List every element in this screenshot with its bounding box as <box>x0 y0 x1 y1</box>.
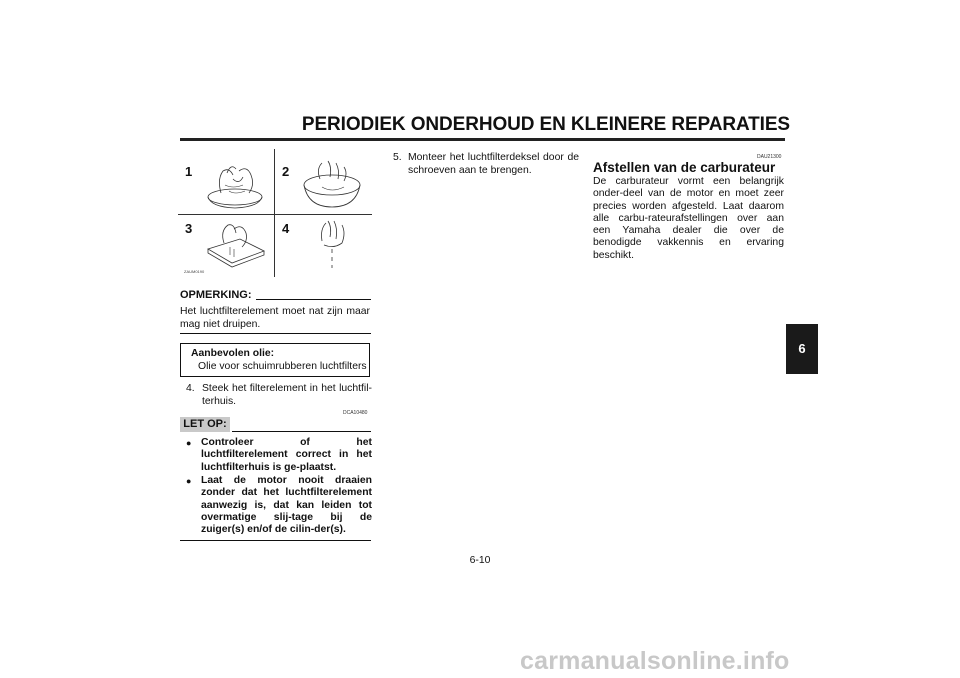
hands-wash-basin-illustration <box>203 159 271 211</box>
caution-item-text: Laat de motor nooit draaien zonder dat het luchtfilterelement aanwezig is, dat kan leiden tot overmatige slij-tage bij de zuiger(s) en/of de cilin-der(s). <box>201 475 372 536</box>
step-4-text: Steek het filterelement in het luchtfil-terhuis. <box>202 383 372 407</box>
bullet-icon: ● <box>186 476 192 486</box>
figure-label-4: 4 <box>282 221 290 236</box>
recommended-oil-value: Olie voor schuimrubberen luchtfilters <box>198 361 367 372</box>
recommended-oil-title: Aanbevolen olie: <box>191 348 275 359</box>
note-label: OPMERKING: <box>180 289 252 301</box>
hands-basin-illustration <box>300 157 366 211</box>
section-title: Afstellen van de carburateur <box>593 160 776 175</box>
step-4-number: 4. <box>186 383 195 394</box>
note-bottom-rule <box>180 333 371 334</box>
page-header-title: PERIODIEK ONDERHOUD EN KLEINERE REPARATIES <box>301 114 790 135</box>
figure-divider-horizontal <box>178 214 372 215</box>
note-text: Het luchtfilterelement moet nat zijn maar mag niet druipen. <box>180 306 370 330</box>
caution-item-text: Controleer of het luchtfilterelement correct in het luchtfilterhuis is ge-plaatst. <box>201 437 372 473</box>
figure-label-1: 1 <box>185 164 193 179</box>
caution-item <box>186 437 372 474</box>
drip-check-illustration <box>314 219 354 271</box>
step-5 <box>393 152 579 177</box>
procedure-figure <box>178 149 372 279</box>
squeeze-tray-illustration <box>200 219 270 271</box>
figure-code: ZAUM0190 <box>184 269 205 274</box>
page-number: 6-10 <box>469 555 491 566</box>
section-text: De carburateur vormt een belangrijk onder-deel van de motor en moet zeer precies worden afgesteld. Laat daarom alle carbu-rateurafstellingen over aan een Yamaha dealer die over de benodigde vakkennis en ervaring beschikt. <box>593 176 784 261</box>
figure-divider-vertical <box>274 149 275 277</box>
step-5-text: Monteer het luchtfilterdeksel door de schroeven aan te brengen. <box>408 152 579 176</box>
caution-label: LET OP: <box>180 417 230 432</box>
recommended-oil-box <box>180 343 370 377</box>
step-5-number: 5. <box>393 152 402 163</box>
chapter-tab: 6 <box>786 324 818 374</box>
caution-rule <box>232 431 371 432</box>
header-rule <box>180 138 785 141</box>
watermark-text: carmanualsonline.info <box>520 647 790 675</box>
figure-label-3: 3 <box>185 221 193 236</box>
step-4 <box>186 383 372 408</box>
note-rule <box>256 299 371 300</box>
caution-code: DCA10480 <box>343 410 368 416</box>
bullet-icon: ● <box>186 438 192 448</box>
caution-item <box>186 475 372 536</box>
caution-bottom-rule <box>180 540 371 541</box>
figure-label-2: 2 <box>282 164 290 179</box>
section-code: DAU21300 <box>757 154 782 160</box>
